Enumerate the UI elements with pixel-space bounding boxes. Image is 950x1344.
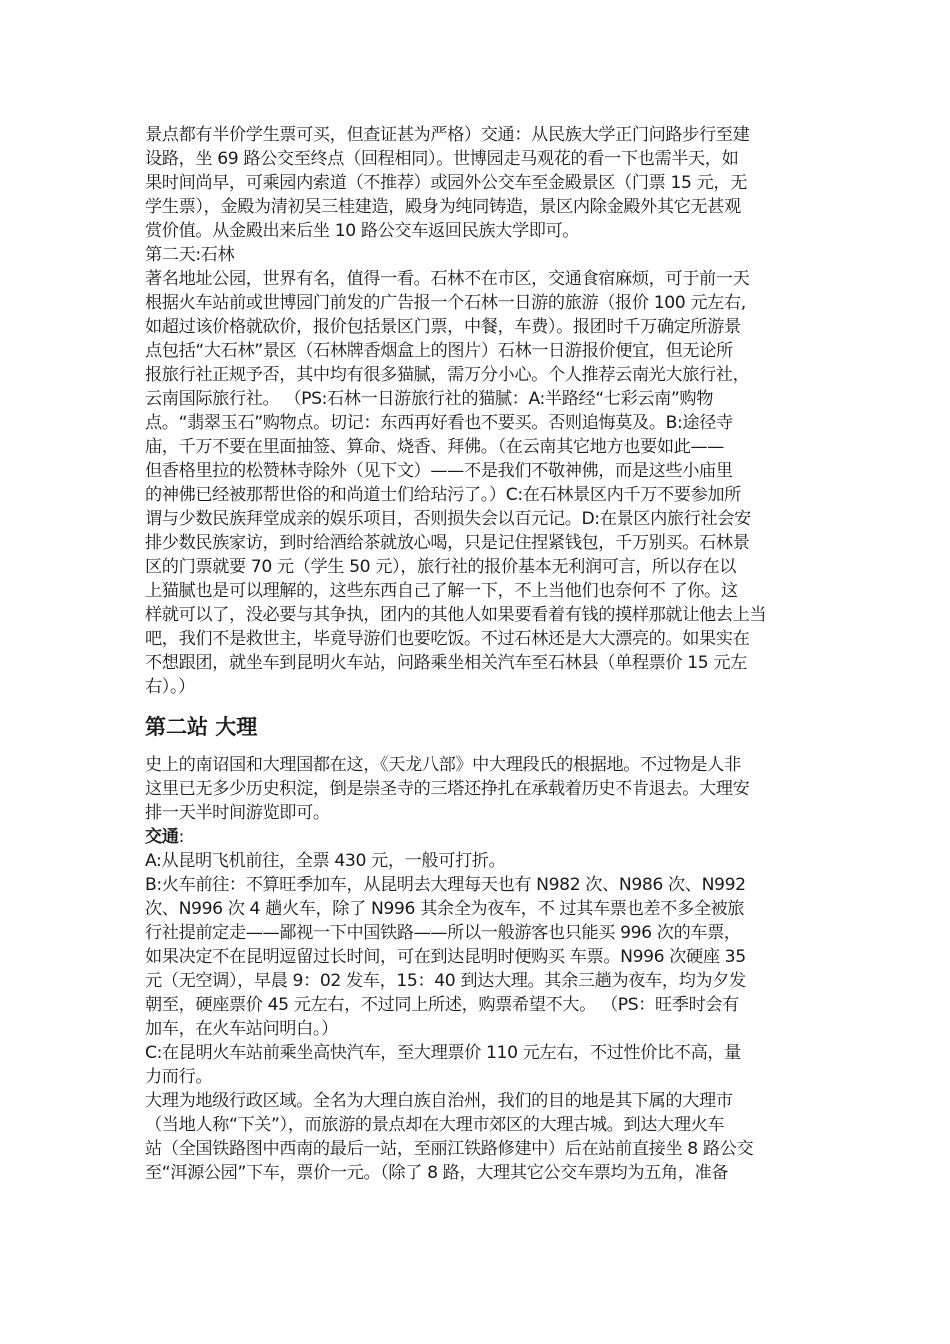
transport-label-line (145, 825, 810, 849)
text-line: 云南国际旅行社。 （PS:石林一日游旅行社的猫腻：A:半路经“七彩云南”购物 (145, 389, 714, 409)
text-line: 站（全国铁路图中西南的最后一站，至丽江铁路修建中）后在站前直接坐 8 路公交 (145, 1139, 754, 1159)
text-line: 加车，在火车站问明白。） (145, 1019, 338, 1039)
transport-option-b (145, 873, 810, 1041)
text-line: 景点都有半价学生票可买，但查证甚为严格）交通：从民族大学正门问路步行至建 (145, 125, 750, 145)
transport-colon: : (178, 827, 184, 847)
text-line: 不想跟团，就坐车到昆明火车站，问路乘坐相关汽车至石林县（单程票价 15 元左 (145, 653, 747, 673)
text-line: 但香格里拉的松赞林寺除外（见下文）——不是我们不敬神佛，而是这些小庙里 (145, 461, 733, 481)
text-line: 至“洱源公园”下车，票价一元。（除了 8 路，大理其它公交车票均为五角，准备 (145, 1163, 729, 1183)
text-line: 庙，千万不要在里面抽签、算命、烧香、拜佛。（在云南其它地方也要如此—— (145, 437, 724, 457)
day2-body (145, 267, 810, 699)
document-page (145, 123, 810, 1185)
text-line: 元（无空调），早晨 9：02 发车，15：40 到达大理。其余三趟为夜车，均为夕发 (145, 971, 746, 991)
text-line: 史上的南诏国和大理国都在这，《天龙八部》中大理段氏的根据地。不过物是人非 (145, 755, 741, 775)
section2-intro (145, 753, 810, 825)
transport-option-a (145, 849, 810, 873)
text-line: 排一天半时间游览即可。 (145, 803, 330, 823)
text-line: 如超过该价格就砍价，报价包括景区门票，中餐，车费）。报团时千万确定所游景 (145, 317, 741, 337)
text-line: A:从昆明飞机前往，全票 430 元，一般可打折。 (145, 851, 506, 871)
text-line: 报旅行社正规予否，其中均有很多猫腻，需万分小心。个人推荐云南光大旅行社， (145, 365, 750, 385)
text-line: 谓与少数民族拜堂成亲的娱乐项目，否则损失会以百元记。D:在景区内旅行社会安 (145, 509, 751, 529)
text-line: 点包括“大石林”景区（石林牌香烟盒上的图片）石林一日游报价便宜，但无论所 (145, 341, 733, 361)
text-line: 吧，我们不是救世主，毕竟导游们也要吃饭。不过石林还是大大漂亮的。如果实在 (145, 629, 750, 649)
day2-title (145, 243, 810, 267)
section-heading: 第二站 大理 (145, 715, 258, 739)
day2-title-text: 第二天:石林 (145, 245, 235, 265)
text-line: C:在昆明火车站前乘坐高快汽车，至大理票价 110 元左右，不过性价比不高，量 (145, 1043, 741, 1063)
text-line: B:火车前往：不算旺季加车，从昆明去大理每天也有 N982 次、N986 次、N992 (145, 875, 746, 895)
text-line: 这里已无多少历史积淀，倒是崇圣寺的三塔还挣扎在承载着历史不肯退去。大理安 (145, 779, 750, 799)
text-line: 右）。） (145, 677, 195, 697)
text-line: 根据火车站前或世博园门前发的广告报一个石林一日游的旅游（报价 100 元左右, (145, 293, 746, 313)
text-line: 设路，坐 69 路公交至终点（回程相同）。世博园走马观花的看一下也需半天，如 (145, 149, 739, 169)
text-line: 上猫腻也是可以理解的，这些东西自己了解一下，不上当他们也奈何不 了你。这 (145, 581, 738, 601)
text-line: （当地人称“下关”），而旅游的景点却在大理市郊区的大理古城。到达大理火车 (145, 1115, 725, 1135)
text-line: 力而行。 (145, 1067, 213, 1087)
text-line: 学生票），金殿为清初吴三桂建造，殿身为纯同铸造，景区内除金殿外其它无甚观 (145, 197, 741, 217)
text-line: 行社提前定走——鄙视一下中国铁路——所以一般游客也只能买 996 次的车票， (145, 923, 741, 943)
text-line: 如果决定不在昆明逗留过长时间，可在到达昆明时便购买 车票。N996 次硬座 35 (145, 947, 746, 967)
section1-intro (145, 123, 810, 243)
text-line: 样就可以了，没必要与其争执，团内的其他人如果要看着有钱的摸样那就让他去上当 (145, 605, 767, 625)
text-line: 大理为地级行政区域。全名为大理白族自治州，我们的目的地是其下属的大理市 (145, 1091, 733, 1111)
text-line: 区的门票就要 70 元（学生 50 元），旅行社的报价基本无利润可言，所以存在以 (145, 557, 736, 577)
transport-label: 交通 (145, 827, 179, 847)
text-line: 朝至，硬座票价 45 元左右，不过同上所述，购票希望不大。 （PS：旺季时会有 (145, 995, 739, 1015)
text-line: 次、N996 次 4 趟火车，除了 N996 其余全为夜车，不 过其车票也差不多全被旅 (145, 899, 745, 919)
transport-label-wrap (145, 825, 810, 849)
transport-option-c (145, 1041, 810, 1089)
dali-description (145, 1089, 810, 1185)
text-line: 著名地址公园，世界有名，值得一看。石林不在市区，交通食宿麻烦，可于前一天 (145, 269, 750, 289)
text-line: 的神佛已经被那帮世俗的和尚道士们给玷污了。）C:在石林景区内千万不要参加所 (145, 485, 741, 505)
text-line: 点。“翡翠玉石”购物点。切记：东西再好看也不要买。否则追悔莫及。B:途径寺 (145, 413, 733, 433)
text-line: 排少数民族家访，到时给酒给茶就放心喝，只是记住捏紧钱包，千万别买。石林景 (145, 533, 750, 553)
text-line: 果时间尚早，可乘园内索道（不推荐）或园外公交车至金殿景区（门票 15 元，无 (145, 173, 747, 193)
text-line: 赏价值。从金殿出来后坐 10 路公交车返回民族大学即可。 (145, 221, 580, 241)
